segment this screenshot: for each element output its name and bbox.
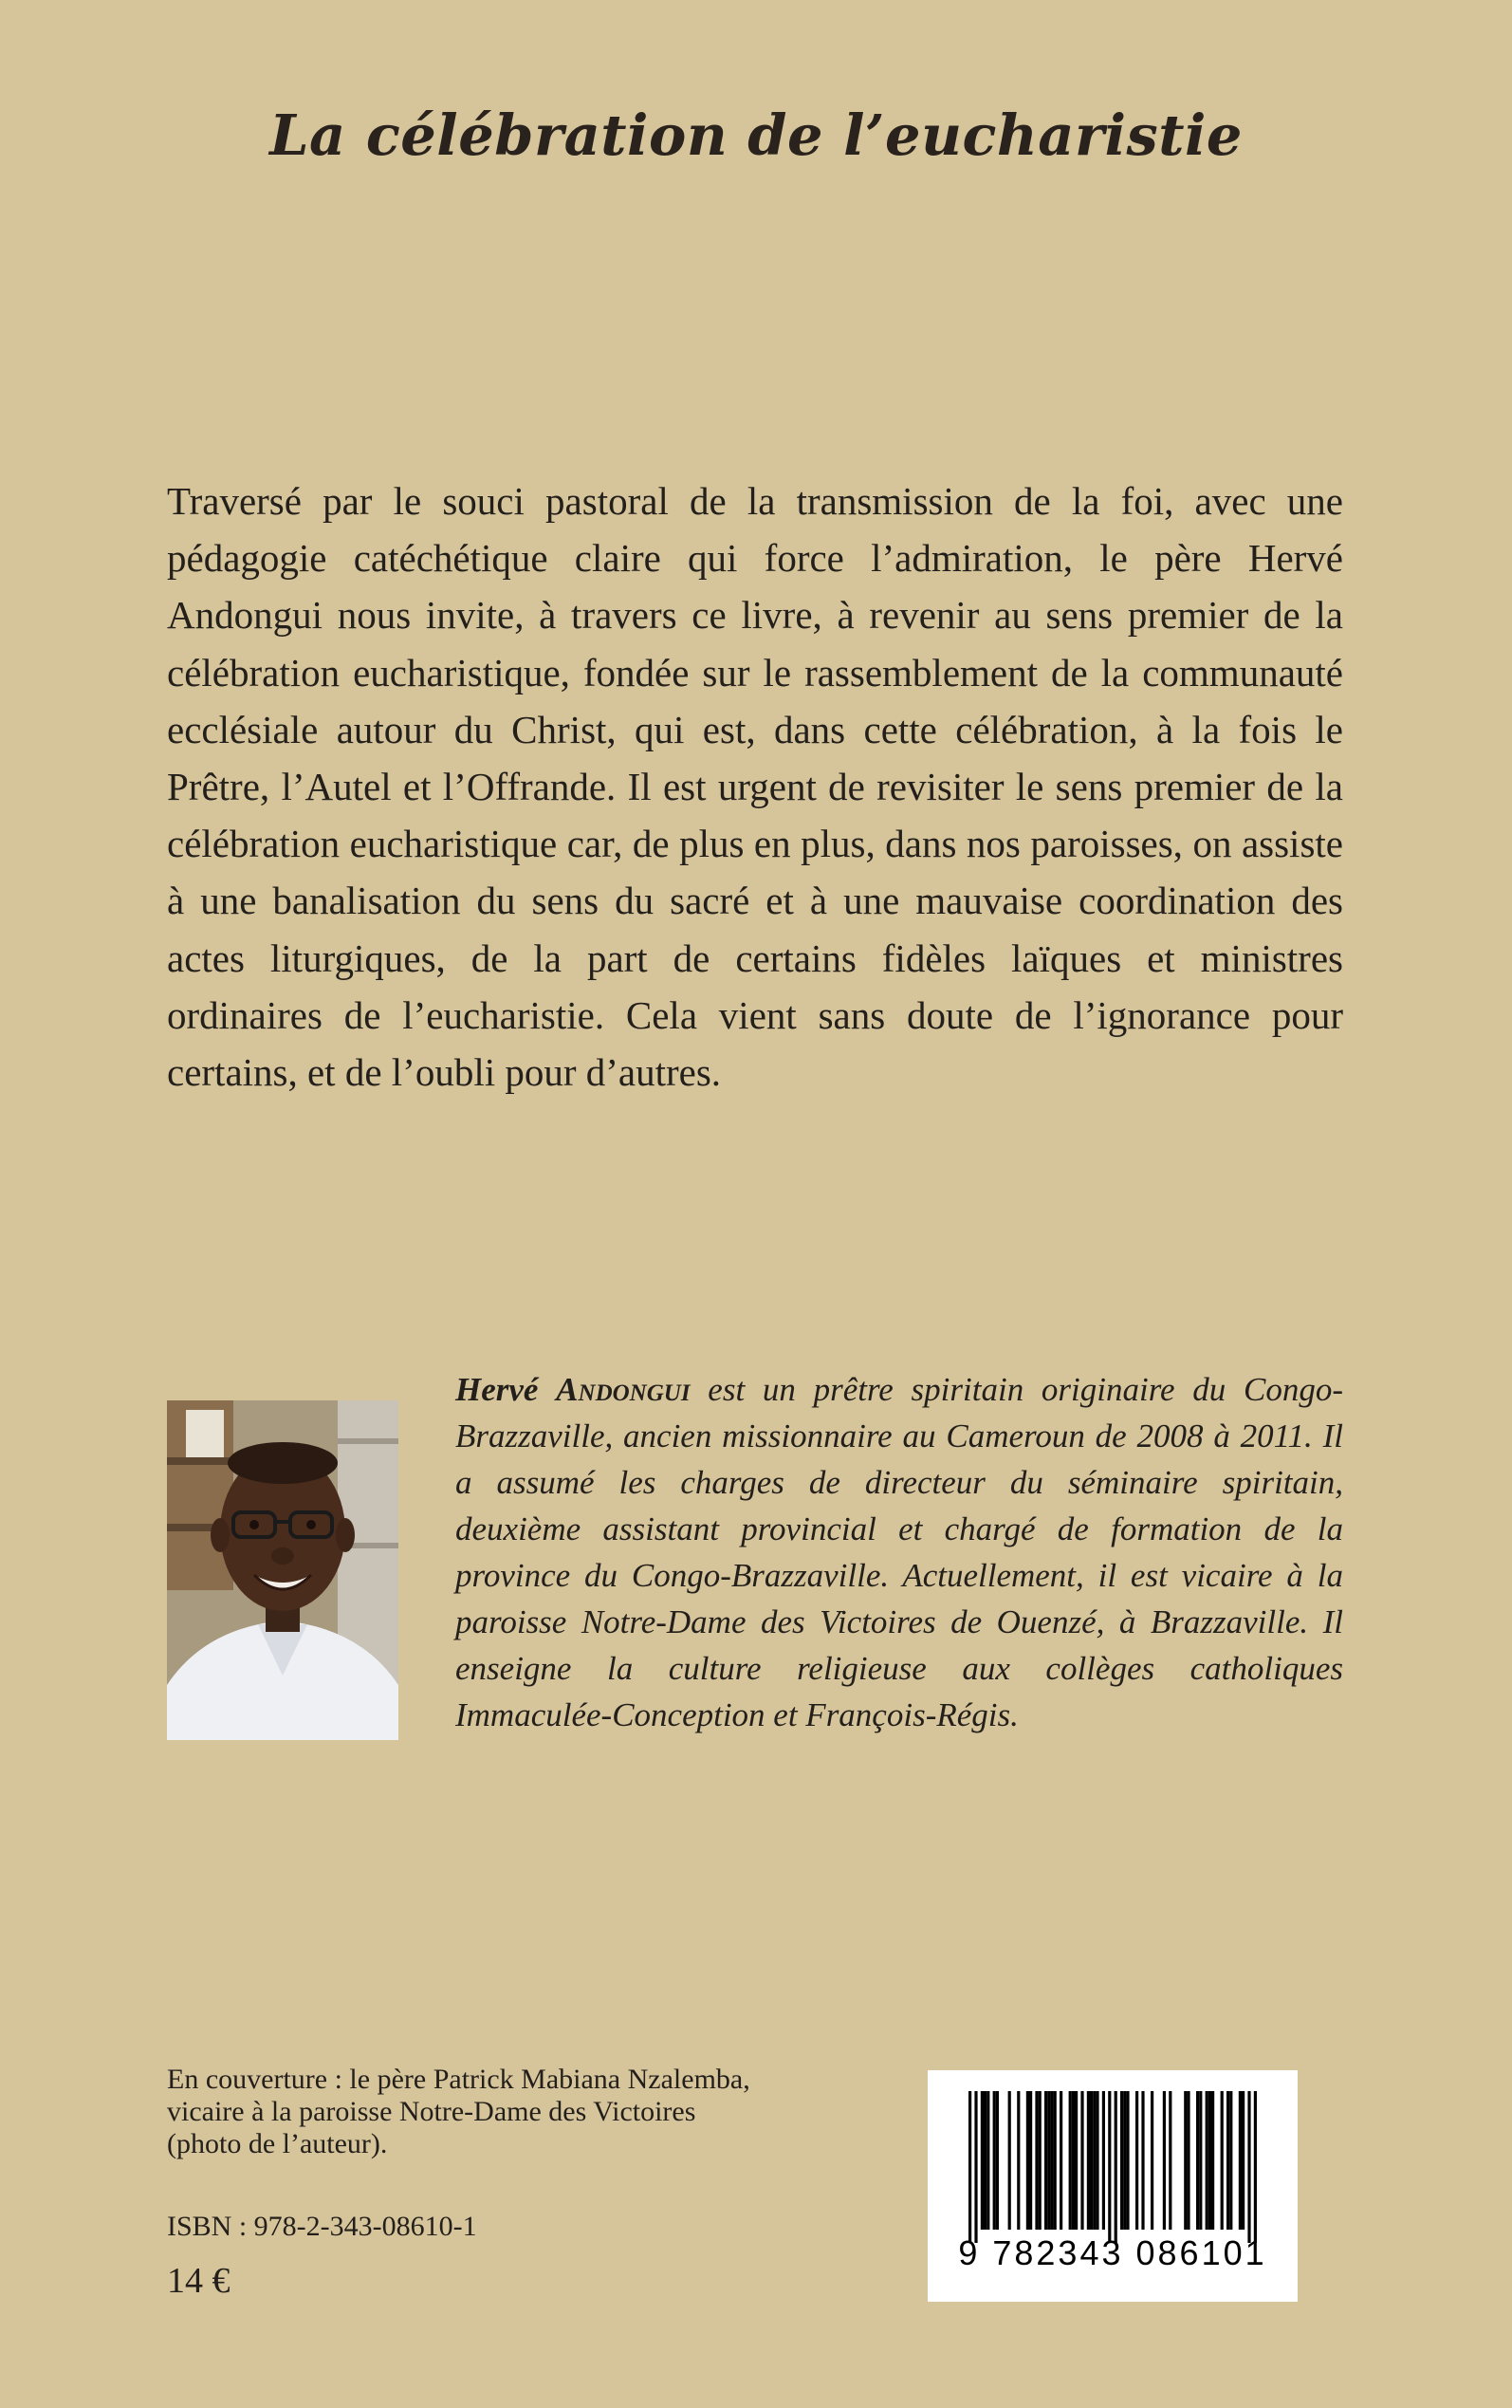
book-title: La célébration de l’eucharistie xyxy=(269,102,1243,168)
barcode-bar xyxy=(1008,2091,1011,2230)
author-bio xyxy=(455,1366,1343,1738)
barcode-bar xyxy=(1054,2091,1057,2230)
barcode-bar xyxy=(1242,2091,1245,2230)
author-bio-text: est un prêtre spiritain originaire du Congo-Brazzaville, ancien missionnaire au Cameroun de 2008 à 2011. Il a assumé les charges de directeur du séminaire spiritain, deuxième assistant provincial et chargé de formation de la province du Congo-Brazzaville. Actuellement, il est vicaire à la paroisse Notre-Dame des Victoires de Ouenzé, à Brazzaville. Il enseigne la culture religieuse aux collèges catholiques Immaculée-Conception et François-Régis. xyxy=(455,1371,1343,1733)
barcode-bar xyxy=(968,2091,971,2243)
barcode-bar xyxy=(1135,2091,1138,2230)
barcode-bar xyxy=(1206,2091,1208,2230)
barcode-bar xyxy=(1050,2091,1053,2230)
barcode-bar xyxy=(1123,2091,1126,2230)
cover-credit-line: En couverture : le père Patrick Mabiana Nzalemba, xyxy=(167,2064,750,2095)
barcode-bar xyxy=(1163,2091,1166,2230)
barcode-bar xyxy=(1069,2091,1072,2230)
barcode-bar xyxy=(1060,2091,1062,2230)
barcode-bar xyxy=(996,2091,999,2230)
barcode-bar xyxy=(1211,2091,1214,2230)
barcode-bar xyxy=(1102,2091,1105,2230)
cover-credit-line: vicaire à la paroisse Notre-Dame des Victoires xyxy=(167,2096,696,2127)
barcode-bar xyxy=(1239,2091,1242,2230)
barcode-bar xyxy=(1229,2091,1232,2230)
barcode-bar xyxy=(1044,2091,1047,2230)
barcode-bar xyxy=(1187,2091,1189,2230)
barcode-bar xyxy=(1169,2091,1171,2230)
barcode-bar xyxy=(1039,2091,1042,2230)
barcode-bar xyxy=(984,2091,986,2230)
barcode xyxy=(928,2070,1298,2302)
barcode-bar xyxy=(1226,2091,1229,2230)
price: 14 € xyxy=(167,2261,230,2301)
barcode-bar xyxy=(1096,2091,1098,2230)
barcode-bar xyxy=(1184,2091,1187,2230)
barcode-bar xyxy=(1247,2091,1250,2243)
barcode-bar xyxy=(1090,2091,1093,2230)
barcode-bar xyxy=(1126,2091,1129,2230)
barcode-bar xyxy=(1080,2091,1083,2230)
barcode-bar xyxy=(1047,2091,1050,2230)
barcode-bar xyxy=(1035,2091,1038,2230)
barcode-bar xyxy=(1196,2091,1199,2230)
barcode-bar xyxy=(974,2091,977,2243)
barcode-bar xyxy=(1093,2091,1096,2230)
barcode-bar xyxy=(1017,2091,1020,2230)
cover-credit-line: (photo de l’auteur). xyxy=(167,2128,388,2159)
barcode-bar xyxy=(1072,2091,1075,2230)
isbn: ISBN : 978-2-343-08610-1 xyxy=(167,2211,477,2242)
book-summary: Traversé par le souci pastoral de la transmission de la foi, avec une pédagogie catéchétique claire qui force l’admiration, le père Hervé Andongui nous invite, à travers ce livre, à revenir au sens premier de la célébration eucharistique, fondée sur le rassemblement de la communauté ecclésiale autour du Christ, qui est, dans cette célébration, à la fois le Prêtre, l’Autel et l’Offrande. Il est urgent de revisiter le sens premier de la célébration eucharistique car, de plus en plus, dans nos paroisses, on assiste à une banalisation du sens du sacré et à une mauvaise coordination des actes liturgiques, de la part de certains fidèles laïques et ministres ordinaires de l’eucharistie. Cela vient sans doute de l’ignorance pour certains, et de l’oubli pour d’autres. xyxy=(167,479,1343,1095)
barcode-bar xyxy=(993,2091,996,2230)
author-first-name: Hervé xyxy=(455,1371,539,1408)
barcode-bar xyxy=(1108,2091,1111,2243)
barcode-bar xyxy=(986,2091,989,2230)
author-surname: Andongui xyxy=(556,1371,691,1408)
author-photo xyxy=(167,1400,398,1740)
barcode-bar xyxy=(1026,2091,1029,2230)
cover-credits xyxy=(167,2064,907,2160)
barcode-bar xyxy=(1254,2091,1257,2243)
barcode-digits: 9 782343 086101 xyxy=(958,2233,1267,2272)
barcode-bar xyxy=(1208,2091,1211,2230)
barcode-bar xyxy=(1120,2091,1123,2230)
barcode-bar xyxy=(1115,2091,1117,2243)
barcode-bar xyxy=(981,2091,984,2230)
barcode-bar xyxy=(1221,2091,1224,2230)
barcode-bar xyxy=(1087,2091,1090,2230)
barcode-bar xyxy=(1075,2091,1078,2230)
barcode-bar xyxy=(1199,2091,1202,2230)
barcode-bar xyxy=(1029,2091,1032,2230)
barcode-bar xyxy=(1151,2091,1153,2230)
barcode-bar xyxy=(1141,2091,1144,2230)
